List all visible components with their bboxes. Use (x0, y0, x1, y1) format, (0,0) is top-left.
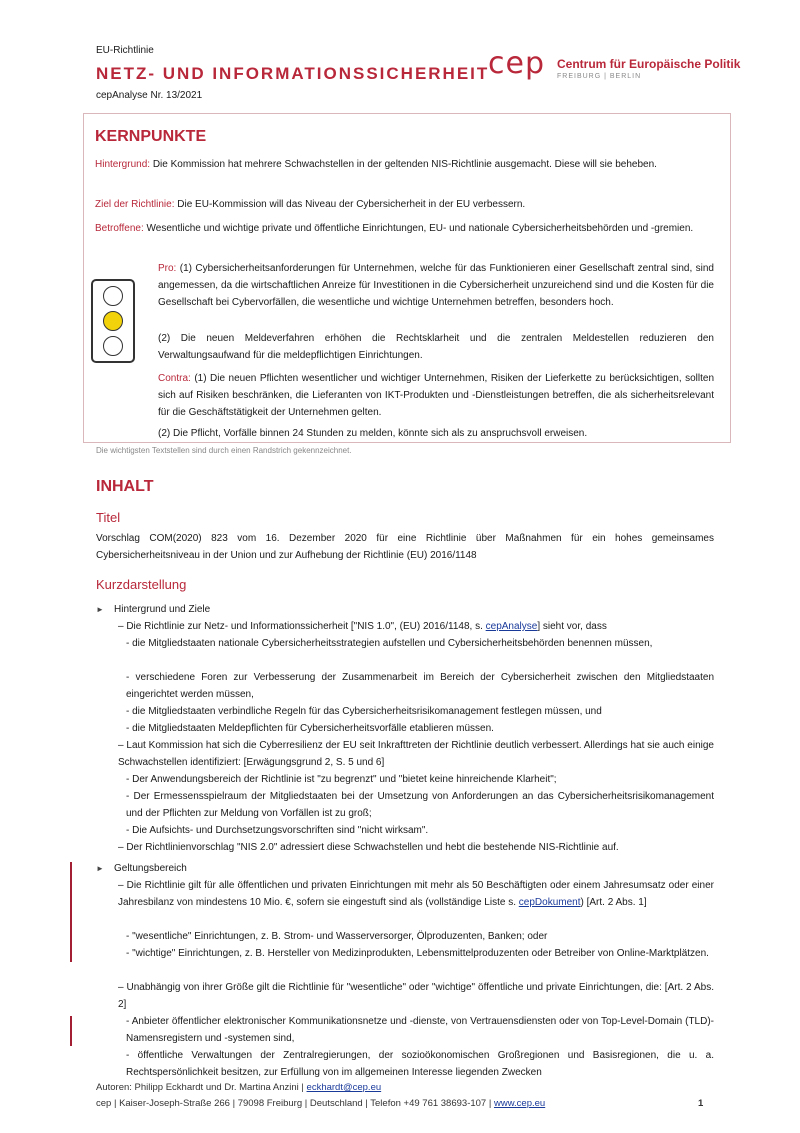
cep-document-link[interactable]: cepDokument (518, 897, 581, 908)
affected-text: Wesentliche und wichtige private und öffentliche Einrichtungen, EU- und nationale Cybersicherheitsbehörden und -gremien. (146, 223, 694, 234)
pro-1-text: (1) Cybersicherheitsanforderungen für Unternehmen, welche für das Funktionieren einer Gesellschaft zentral sind, sind angemessen, da die wirtschaftlichen Anreize für Investitionen in die Cybersicherheit unzureichend sind und die Kosten für die Gesellschaft bei Cybervorfällen, die wesentliche und wichtige Unternehmen betreffen, besonders hoch. (158, 263, 714, 308)
s1-a-pre: – Die Richtlinie zur Netz- und Informationssicherheit ["NIS 1.0", (EU) 2016/1148, s. (118, 621, 486, 632)
s2-a-pre: – Die Richtlinie gilt für alle öffentlichen und privaten Einrichtungen mit mehr als 50 Beschäftigten oder einem Jahresumsatz oder einer Jahresbilanz von mindestens 10 Mio. €, sofern sie eingestuft sind als (vollständige Liste s. (118, 880, 714, 908)
cep-logo-mark: cep (488, 46, 545, 81)
contra-label: Contra: (158, 373, 191, 384)
footer-address-text: cep | Kaiser-Joseph-Straße 266 | 79098 Freiburg | Deutschland | Telefon +49 761 38693-107 | (96, 1098, 494, 1109)
cep-logo-name: Centrum für Europäische Politik (557, 57, 741, 71)
margin-bar (70, 1016, 72, 1046)
s2-a-post: ) [Art. 2 Abs. 1] (580, 897, 647, 908)
s1-b-item-3: - Die Aufsichts- und Durchsetzungsvorschriften sind "nicht wirksam". (126, 825, 429, 836)
aim-paragraph (95, 196, 715, 213)
cep-analysis-link[interactable]: cepAnalyse (485, 621, 538, 632)
summary-heading: Kurzdarstellung (96, 577, 187, 592)
yellow-lamp-icon (103, 311, 123, 331)
s2-b-item-1: - Anbieter öffentlicher elektronischer Kommunikationsnetze und -dienste, von Vertrauensdiensten oder von Top-Level-Domain (TLD)-Namensregistern und -systemen sind, (126, 1016, 714, 1044)
traffic-light-icon (91, 279, 135, 363)
margin-note: Die wichtigsten Textstellen sind durch einen Randstrich gekennzeichnet. (96, 446, 352, 455)
aim-text: Die EU-Kommission will das Niveau der Cybersicherheit in der EU verbessern. (177, 199, 526, 210)
contra-1-text: (1) Die neuen Pflichten wesentlicher und wichtiger Unternehmen, Risiken der Lieferkette zu berücksichtigen, sollten sich auf Risiken beschränken, die Lieferanten von IKT-Produkten und -Dienstleistungen betreffen, die als sicherheitsrelevant für die Geschäftstätigkeit der Unternehmen gelten. (158, 373, 715, 418)
pro-2-paragraph: (2) Die neuen Meldeverfahren erhöhen die Rechtsklarheit und die zentralen Meldestellen reduzieren den Verwaltungsaufwand für die meldepflichtigen Einrichtungen. (158, 333, 714, 361)
s1-b-paragraph: – Laut Kommission hat sich die Cyberresilienz der EU seit Inkrafttreten der Richtlinie deutlich verbessert. Allerdings hat sie auch einige Schwachstellen identifiziert: [Erwägungsgrund 2, S. 5 und 6] (118, 740, 714, 768)
key-points-heading: KERNPUNKTE (95, 128, 207, 145)
author-email-link[interactable]: eckhardt@cep.eu (306, 1082, 382, 1093)
s1-b-item-2: - Der Ermessensspielraum der Mitgliedstaaten bei der Umsetzung von Anforderungen an das Cybersicherheitsrisikomanagement und der Pflichten zur Meldung von Vorfällen ist zu groß; (126, 791, 714, 819)
pro-1-paragraph (158, 260, 714, 311)
background-text: Die Kommission hat mehrere Schwachstellen in der geltenden NIS-Richtlinie ausgemacht. Diese will sie beheben. (152, 159, 657, 170)
background-paragraph (95, 156, 715, 173)
green-lamp-icon (103, 336, 123, 356)
title-heading: Titel (96, 510, 121, 525)
section-scope-title: Geltungsbereich (114, 863, 187, 874)
eyebrow: EU-Richtlinie (96, 45, 154, 56)
s2-b-item-2: - öffentliche Verwaltungen der Zentralregierungen, der sozioökonomischen Großregionen und Basisregionen, die u. a. Rechtspersönlichkeit besitzen, zur Erfüllung von im allgemeinen Interesse liegenden Zwecken (126, 1050, 714, 1078)
title-text: Vorschlag COM(2020) 823 vom 16. Dezember 2020 für eine Richtlinie über Maßnahmen für ein hohes gemeinsames Cybersicherheitsniveau in der Union und zur Aufhebung der Richtlinie (EU) 2016/1148 (96, 533, 714, 561)
page-number: 1 (698, 1098, 704, 1109)
contra-1-paragraph (158, 370, 714, 421)
red-lamp-icon (103, 286, 123, 306)
s1-b-item-1: - Der Anwendungsbereich der Richtlinie ist "zu begrenzt" und "bietet keine hinreichende Klarheit"; (126, 774, 557, 785)
margin-bar (70, 862, 72, 962)
section-background-title: Hintergrund und Ziele (114, 604, 211, 615)
s1-a-item-1: - die Mitgliedstaaten nationale Cybersicherheitsstrategien aufstellen und Cybersicherheitsbehörden benennen müssen, (126, 638, 653, 649)
s2-a-paragraph (118, 877, 714, 911)
website-link[interactable]: www.cep.eu (493, 1098, 546, 1109)
content-heading: INHALT (96, 478, 154, 495)
cep-logo-cities: FREIBURG | BERLIN (557, 73, 642, 80)
footer-authors-text: Autoren: Philipp Eckhardt und Dr. Martina Anzini | (96, 1082, 307, 1093)
doc-title: NETZ- UND INFORMATIONSSICHERHEIT (96, 64, 490, 83)
bullet-icon: ► (96, 864, 104, 873)
aim-label: Ziel der Richtlinie: (95, 199, 175, 210)
contra-2-paragraph: (2) Die Pflicht, Vorfälle binnen 24 Stunden zu melden, könnte sich als zu anspruchsvoll erweisen. (158, 428, 588, 439)
s1-a-item-3: - die Mitgliedstaaten verbindliche Regeln für das Cybersicherheitsrisikomanagement festlegen müssen, und (126, 706, 602, 717)
s1-a-item-4: - die Mitgliedstaaten Meldepflichten für Cybersicherheitsvorfälle etablieren müssen. (126, 723, 494, 734)
pro-label: Pro: (158, 263, 177, 274)
s2-a-item-2: - "wichtige" Einrichtungen, z. B. Hersteller von Medizinprodukten, Lebensmittelproduzenten oder Betreiber von Online-Marktplätzen. (126, 948, 709, 959)
s1-a-item-2: - verschiedene Foren zur Verbesserung der Zusammenarbeit im Bereich der Cybersicherheit zwischen den Mitgliedstaaten eingerichtet werden müssen, (126, 672, 714, 700)
footer-authors (96, 1082, 381, 1093)
affected-paragraph (95, 220, 715, 237)
s2-a-item-1: - "wesentliche" Einrichtungen, z. B. Strom- und Wasserversorger, Ölproduzenten, Banken; oder (126, 931, 548, 942)
s1-a-paragraph (118, 618, 714, 635)
footer-address (96, 1098, 545, 1109)
bullet-icon: ► (96, 605, 104, 614)
s2-b-paragraph: – Unabhängig von ihrer Größe gilt die Richtlinie für "wesentliche" oder "wichtige" öffentliche und private Einrichtungen, die: [Art. 2 Abs. 2] (118, 982, 714, 1010)
background-label: Hintergrund: (95, 159, 151, 170)
s1-c-paragraph: – Der Richtlinienvorschlag "NIS 2.0" adressiert diese Schwachstellen und hebt die bestehende NIS-Richtlinie auf. (118, 842, 619, 853)
s1-a-post: ] sieht vor, dass (537, 621, 607, 632)
analysis-number: cepAnalyse Nr. 13/2021 (96, 90, 203, 101)
affected-label: Betroffene: (95, 223, 144, 234)
